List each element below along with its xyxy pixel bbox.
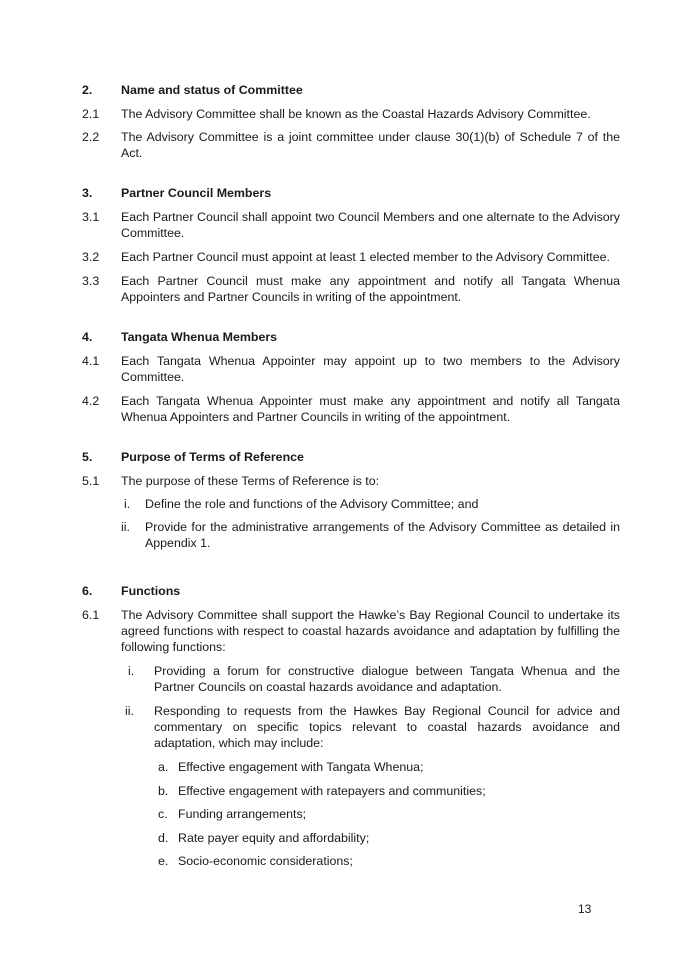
- section-number: 2.: [82, 83, 93, 97]
- lettered-item-marker: e.: [158, 854, 169, 868]
- clause-number: 6.1: [82, 608, 100, 622]
- subclause-text: Responding to requests from the Hawkes Bay Regional Council for advice and commentary on specific topics relevant to coastal hazards avoidance and adaptation, which may include:: [154, 704, 620, 750]
- lettered-item-text: Socio-economic considerations;: [178, 854, 353, 868]
- page-number: 13: [578, 902, 592, 916]
- section-title: Tangata Whenua Members: [121, 330, 278, 344]
- subclause-number: ii.: [125, 704, 134, 718]
- section-title: Functions: [121, 584, 181, 598]
- lettered-item-text: Effective engagement with ratepayers and communities;: [178, 784, 486, 798]
- clause-text: The Advisory Committee is a joint committee under clause 30(1)(b) of Schedule 7 of the Act.: [121, 130, 620, 160]
- section-number: 4.: [82, 330, 93, 344]
- clause-text: Each Partner Council shall appoint two Council Members and one alternate to the Advisory Committee.: [121, 210, 620, 240]
- lettered-item-marker: a.: [158, 760, 169, 774]
- clause-number: 3.1: [82, 210, 100, 224]
- lettered-item-text: Funding arrangements;: [178, 807, 307, 821]
- clause-text: The purpose of these Terms of Reference is to:: [121, 474, 380, 488]
- lettered-item-marker: b.: [158, 784, 169, 798]
- section-number: 6.: [82, 584, 93, 598]
- subclause-text: Provide for the administrative arrangements of the Advisory Committee as detailed in Appendix 1.: [145, 520, 620, 550]
- clause-text: The Advisory Committee shall support the Hawke’s Bay Regional Council to undertake its agreed functions with respect to coastal hazards avoidance and adaptation by fulfilling the following functions:: [121, 608, 620, 654]
- clause-number: 3.2: [82, 250, 100, 264]
- clause-text: Each Tangata Whenua Appointer may appoint up to two members to the Advisory Committee.: [121, 354, 620, 384]
- clause-number: 2.1: [82, 107, 100, 121]
- subclause-text: Providing a forum for constructive dialogue between Tangata Whenua and the Partner Councils on coastal hazards avoidance and adaptation.: [154, 664, 620, 694]
- subclause-number: i.: [128, 664, 135, 678]
- lettered-item-marker: d.: [158, 831, 169, 845]
- section-number: 5.: [82, 450, 93, 464]
- lettered-item-marker: c.: [158, 807, 168, 821]
- clause-number: 4.2: [82, 394, 100, 408]
- subclause-number: i.: [124, 497, 131, 511]
- section-title: Purpose of Terms of Reference: [121, 450, 304, 464]
- clause-text: The Advisory Committee shall be known as the Coastal Hazards Advisory Committee.: [121, 107, 591, 121]
- clause-number: 4.1: [82, 354, 100, 368]
- lettered-item-text: Effective engagement with Tangata Whenua;: [178, 760, 424, 774]
- clause-text: Each Partner Council must make any appointment and notify all Tangata Whenua Appointers and Partner Councils in writing of the appointment.: [121, 274, 620, 304]
- clause-number: 2.2: [82, 130, 100, 144]
- lettered-item-text: Rate payer equity and affordability;: [178, 831, 370, 845]
- subclause-text: Define the role and functions of the Advisory Committee; and: [145, 497, 479, 511]
- clause-text: Each Partner Council must appoint at least 1 elected member to the Advisory Committee.: [121, 250, 610, 264]
- section-number: 3.: [82, 186, 93, 200]
- section-title: Partner Council Members: [121, 186, 272, 200]
- clause-text: Each Tangata Whenua Appointer must make any appointment and notify all Tangata Whenua Appointers and Partner Councils in writing of the appointment.: [121, 394, 620, 424]
- section-title: Name and status of Committee: [121, 83, 303, 97]
- clause-number: 5.1: [82, 474, 100, 488]
- subclause-number: ii.: [121, 520, 130, 534]
- clause-number: 3.3: [82, 274, 100, 288]
